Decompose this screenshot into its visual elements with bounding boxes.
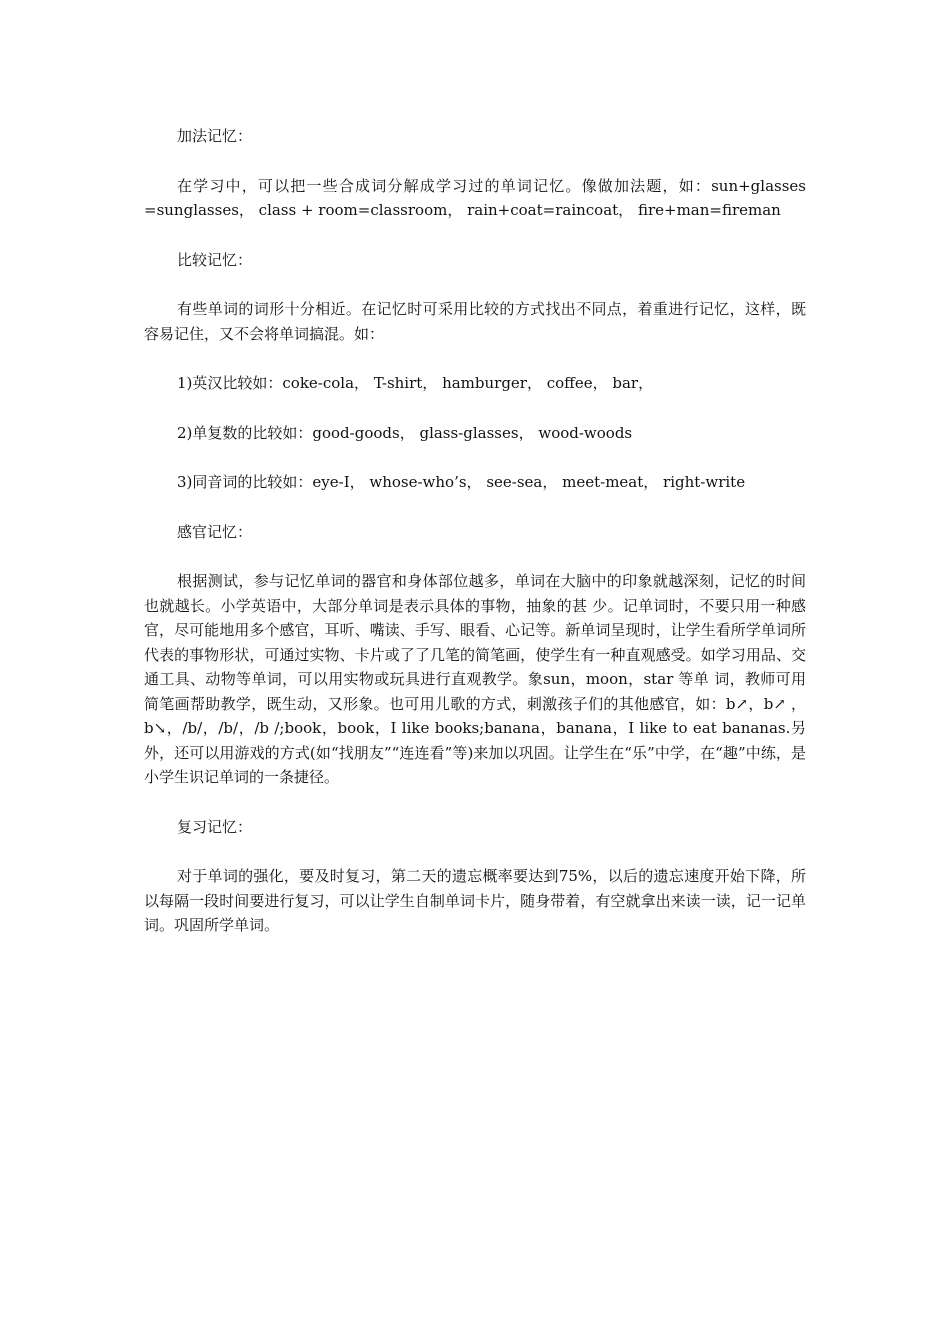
comparison-memory-paragraph: 有些单词的词形十分相近。在记忆时可采用比较的方式找出不同点，着重进行记忆，这样，既容易记住，又不会将单词搞混。如：	[144, 300, 806, 343]
heading-addition-memory: 加法记忆：	[177, 127, 253, 145]
comparison-item-singular-plural: 2)单复数的比较如：good-goods， glass-glasses， wood-woods	[177, 423, 633, 442]
review-memory-paragraph: 对于单词的强化，要及时复习，第二天的遗忘概率要达到75%，以后的遗忘速度开始下降，所以每隔一段时间要进行复习，可以让学生自制单词卡片，随身带着，有空就拿出来读一读，记一记单词。巩固所学单词。	[144, 867, 806, 934]
addition-memory-paragraph: 在学习中，可以把一些合成词分解成学习过的单词记忆。像做加法题，如：sun+glasses =sunglasses， class + room=classroom， rain+coat=raincoat， fire+man=fireman	[144, 176, 806, 219]
senses-memory-paragraph: 根据测试，参与记忆单词的器官和身体部位越多，单词在大脑中的印象就越深刻，记忆的时间也就越长。小学英语中，大部分单词是表示具体的事物，抽象的甚 少。记单词时，不要只用一种感官，尽可能地用多个感官，耳听、嘴读、手写、眼看、心记等。新单词呈现时，让学生看所学单词所代表的事物形状，可通过实物、卡片或了了几笔的简笔画，使学生有一种直观感受。如学习用品、交通工具、动物等单词，可以用实物或玩具进行直观教学。象sun，moon，star 等单 词，教师可用简笔画帮助教学，既生动，又形象。也可用儿歌的方式，刺激孩子们的其他感官，如：b↗，b↗ ，b↘，/b/，/b/，/b /;book，book，I like books;banana，banana，I like to eat bananas.另外，还可以用游戏的方式(如“找朋友”“连连看”等)来加以巩固。让学生在“乐”中学，在“趣”中练，是小学生识记单词的一条捷径。	[144, 572, 806, 786]
heading-comparison-memory: 比较记忆：	[177, 250, 253, 269]
document-page	[144, 124, 806, 938]
heading-senses-memory: 感官记忆：	[177, 522, 253, 541]
comparison-item-english-chinese: 1)英汉比较如：coke-cola， T-shirt， hamburger， coffee， bar，	[177, 374, 654, 392]
heading-review-memory: 复习记忆：	[177, 817, 253, 836]
comparison-item-homophones: 3)同音词的比较如：eye-I， whose-who’s， see-sea， meet-meat， right-write	[177, 473, 746, 491]
